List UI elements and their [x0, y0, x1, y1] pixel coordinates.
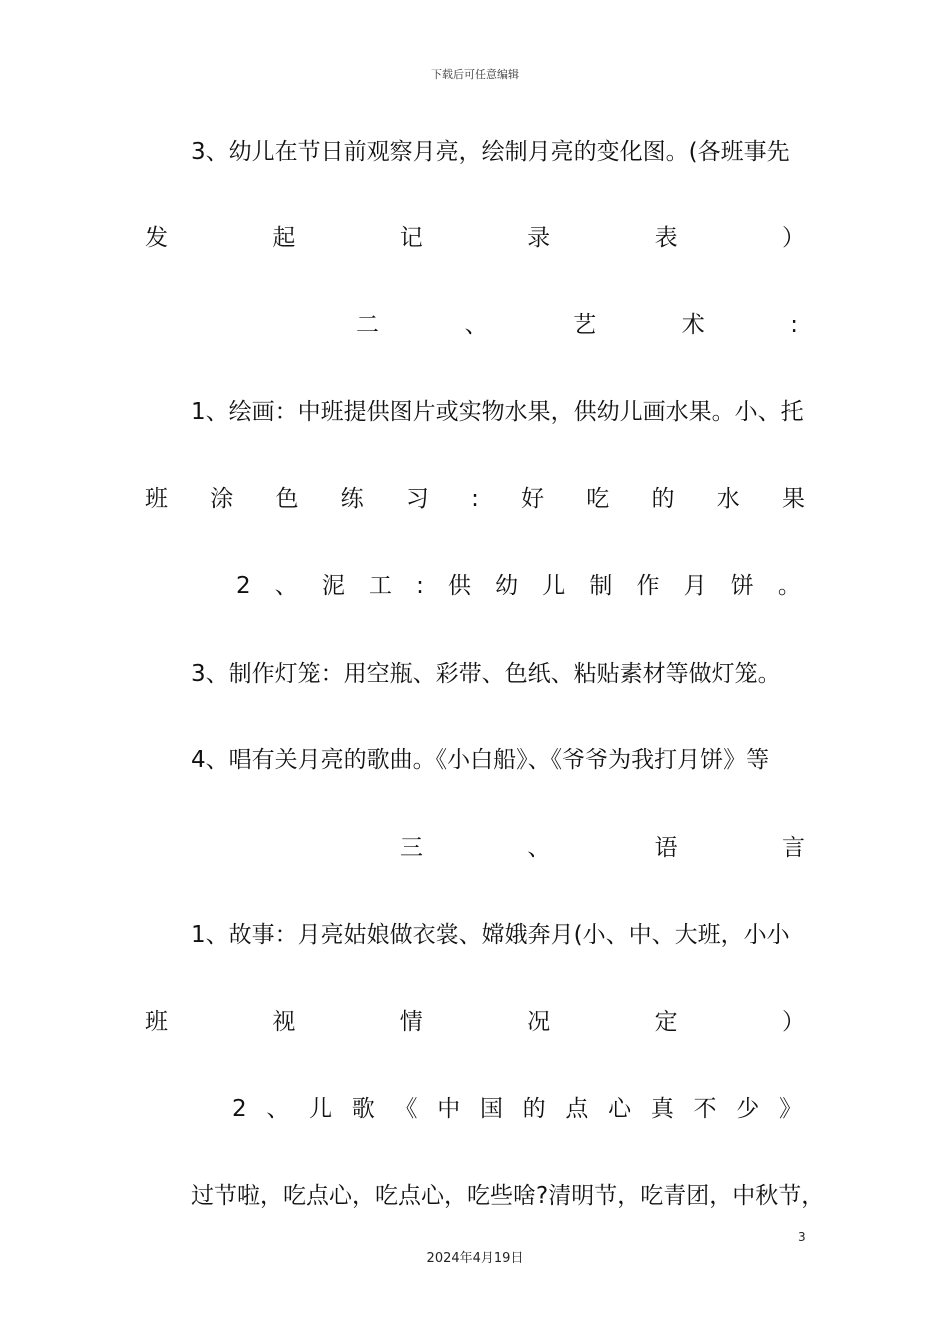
char: 表: [654, 225, 678, 251]
body-line-10: 1、故事：月亮姑娘做衣裳、嫦娥奔月(小、中、大班，小小: [191, 922, 790, 948]
char: 不: [693, 1096, 717, 1122]
char: 三: [400, 835, 423, 861]
char: 艺: [573, 312, 597, 338]
char: 供: [448, 573, 472, 599]
char: 视: [272, 1009, 296, 1035]
body-line-2: [145, 223, 805, 253]
char: ）: [781, 225, 805, 251]
char: 定: [654, 1009, 678, 1035]
char: 况: [527, 1009, 551, 1035]
section-heading-language: [400, 833, 805, 863]
char: 情: [399, 1009, 423, 1035]
char: 儿: [542, 573, 566, 599]
char: 语: [654, 835, 678, 861]
char: 、: [266, 1096, 290, 1122]
char: :: [790, 312, 798, 338]
body-line-8: 4、唱有关月亮的歌曲。《小白船》、《爷爷为我打月饼》等: [191, 747, 770, 773]
body-line-13: 过节啦，吃点心，吃点心，吃些啥?清明节，吃青团，中秋节，: [191, 1183, 825, 1209]
char: 术: [681, 312, 705, 338]
char: 。: [777, 573, 801, 599]
char: 的: [651, 486, 675, 512]
char: 班: [145, 1009, 168, 1035]
char: 》: [778, 1096, 802, 1122]
char: 好: [521, 486, 545, 512]
body-line-12: [232, 1094, 802, 1124]
char: ）: [781, 1009, 805, 1035]
char: 真: [650, 1096, 674, 1122]
char: 言: [781, 835, 805, 861]
char: 儿: [309, 1096, 333, 1122]
body-line-5: [145, 484, 805, 514]
char: 练: [340, 486, 364, 512]
char: 、: [274, 573, 298, 599]
char: 作: [636, 573, 660, 599]
char: 工: [369, 573, 393, 599]
char: 少: [736, 1096, 760, 1122]
body-line-7: 3、制作灯笼：用空瓶、彩带、色纸、粘贴素材等做灯笼。: [191, 661, 781, 687]
body-line-1: 3、幼儿在节日前观察月亮，绘制月亮的变化图。(各班事先: [191, 139, 790, 165]
char: 中: [437, 1096, 461, 1122]
char: :: [471, 486, 479, 512]
char: 班: [145, 486, 168, 512]
char: 记: [399, 225, 423, 251]
body-line-4: 1、绘画：中班提供图片或实物水果，供幼儿画水果。小、托: [191, 399, 804, 425]
char: 歌: [351, 1096, 375, 1122]
body-line-11: [145, 1007, 805, 1037]
char: 制: [589, 573, 613, 599]
char: 、: [464, 312, 488, 338]
char: 习: [405, 486, 429, 512]
char: 二: [356, 312, 379, 338]
char: 色: [275, 486, 299, 512]
char: 幼: [495, 573, 519, 599]
char: 饼: [730, 573, 754, 599]
char: 吃: [586, 486, 610, 512]
char: 泥: [321, 573, 345, 599]
char: 心: [608, 1096, 632, 1122]
char: 涂: [210, 486, 234, 512]
char: 水: [716, 486, 740, 512]
char: 录: [527, 225, 551, 251]
char: 、: [527, 835, 551, 861]
page-number: 3: [798, 1230, 806, 1244]
char: 的: [522, 1096, 546, 1122]
char: 2: [236, 573, 251, 599]
footer-date: 2024年4月19日: [426, 1251, 524, 1266]
char: 起: [272, 225, 296, 251]
char: 《: [394, 1096, 418, 1122]
char: 2: [232, 1096, 247, 1122]
char: :: [416, 573, 424, 599]
char: 月: [683, 573, 707, 599]
char: 国: [479, 1096, 503, 1122]
char: 果: [781, 486, 805, 512]
char: 点: [565, 1096, 589, 1122]
char: 发: [145, 225, 168, 251]
body-line-6: [236, 571, 801, 601]
page-header: 下载后可任意编辑: [431, 68, 519, 81]
section-heading-art: [356, 310, 798, 340]
